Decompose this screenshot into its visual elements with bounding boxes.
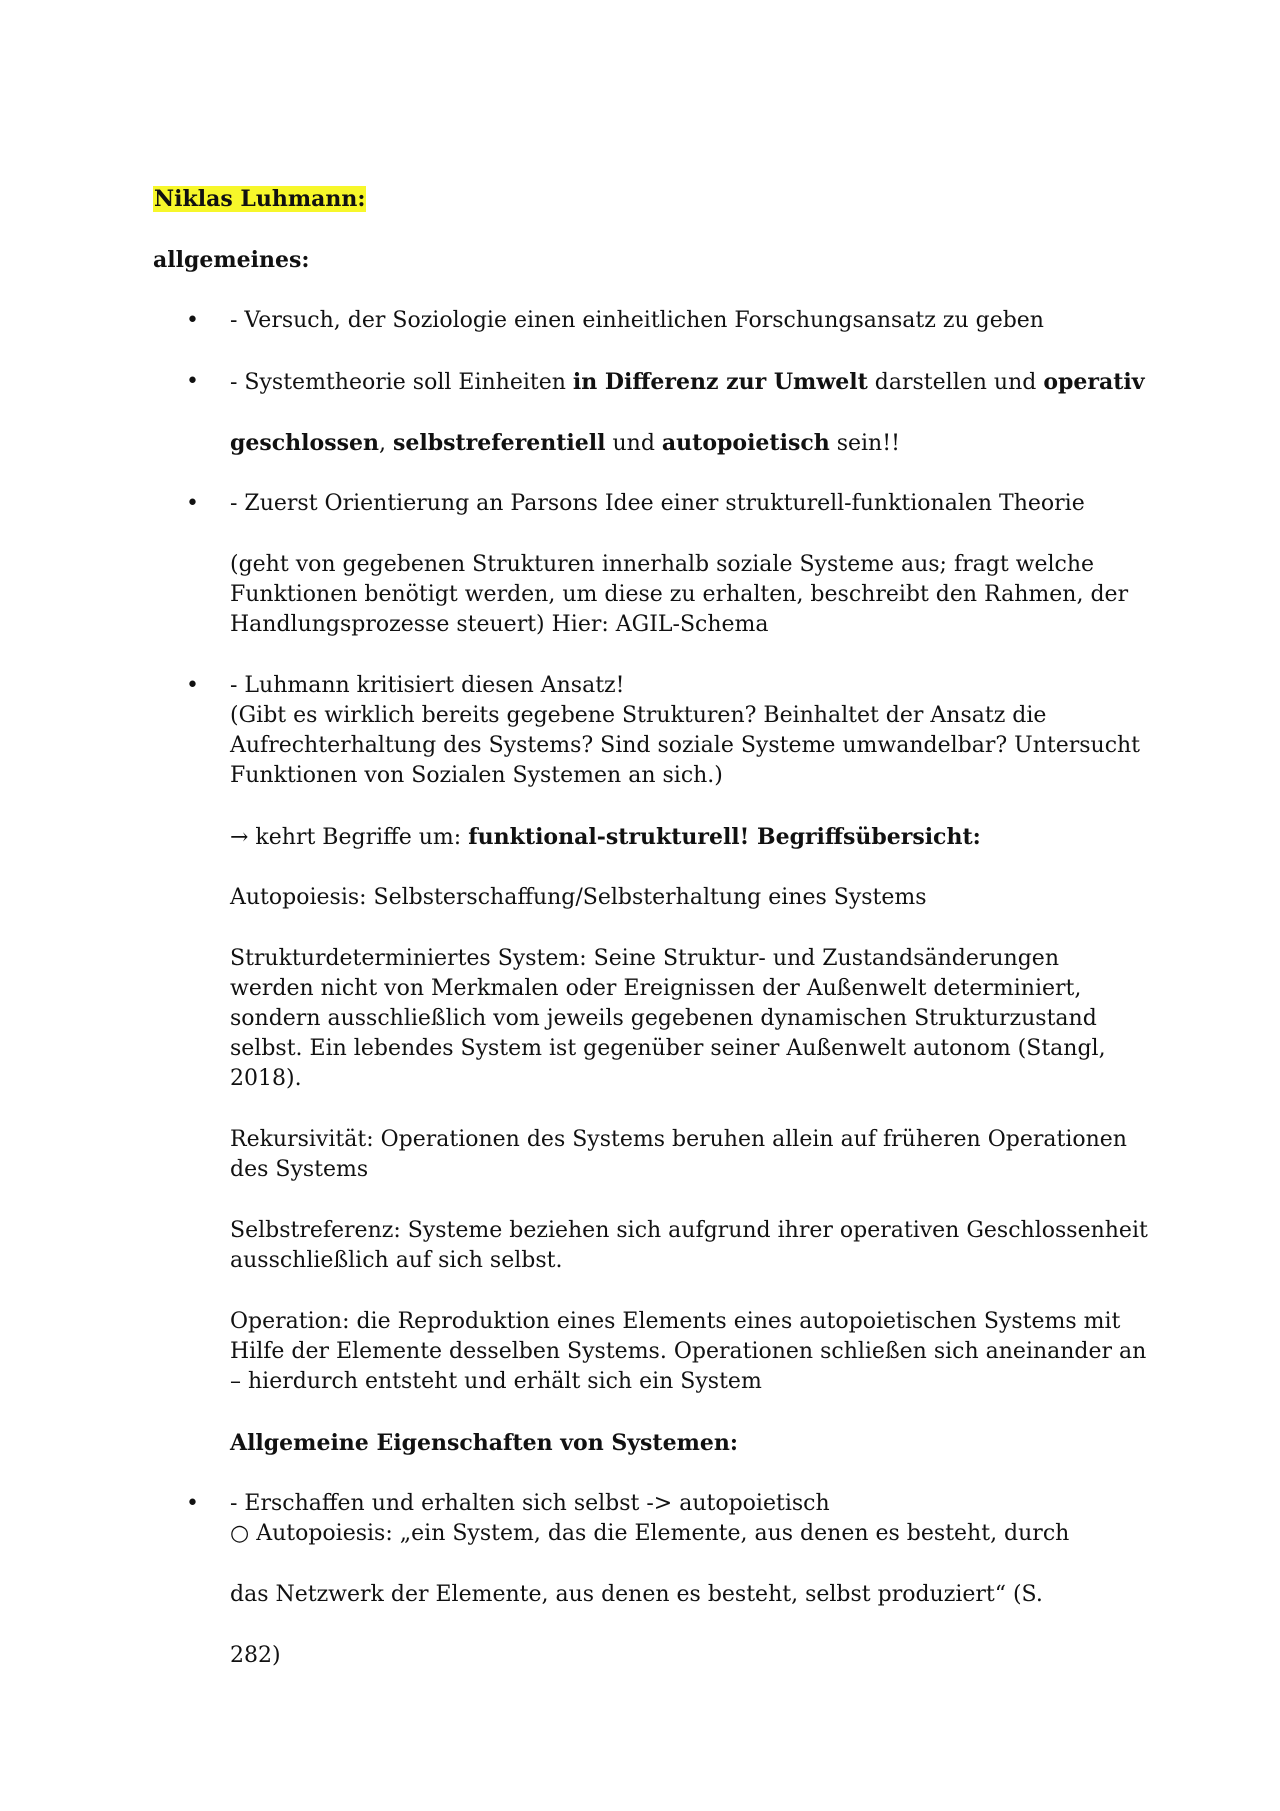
bullet-text: - Luhmann kritisiert diesen Ansatz! (230, 673, 625, 698)
bullet-dot: • (186, 491, 199, 516)
highlighted-title: Niklas Luhmann: (154, 186, 366, 212)
page-title (153, 184, 366, 214)
definition-line: – hierdurch entsteht und erhält sich ein System (230, 1369, 762, 1394)
paragraph-line: (Gibt es wirklich bereits gegebene Strukturen? Beinhaltet der Ansatz die (230, 703, 1047, 728)
sub-bullet-continued: das Netzwerk der Elemente, aus denen es besteht, selbst produziert“ (S. (230, 1582, 1043, 1607)
paragraph-line: Handlungsprozesse steuert) Hier: AGIL-Schema (230, 612, 769, 637)
definition-line: ausschließlich auf sich selbst. (230, 1248, 563, 1273)
definition-line: werden nicht von Merkmalen oder Ereignissen der Außenwelt determiniert, (230, 976, 1082, 1001)
bullet-text: - Erschaffen und erhalten sich selbst -> autopoietisch (230, 1491, 830, 1516)
sub-bullet-continued: 282) (230, 1643, 281, 1668)
bullet-text: - Zuerst Orientierung an Parsons Idee einer strukturell-funktionalen Theorie (230, 491, 1085, 516)
arrow-line: → kehrt Begriffe um: funktional-strukturell! Begriffsübersicht: (230, 824, 981, 850)
definition-line: 2018). (230, 1066, 302, 1091)
bullet-dot: • (186, 308, 199, 333)
definition-line: des Systems (230, 1157, 369, 1182)
definition-line: Operation: die Reproduktion eines Elements eines autopoietischen Systems mit (230, 1309, 1121, 1334)
bullet-dot: • (186, 1491, 199, 1516)
definition-line: sondern ausschließlich vom jeweils gegebenen dynamischen Strukturzustand (230, 1006, 1097, 1031)
section-heading: allgemeines: (153, 247, 310, 273)
definition-line: Selbstreferenz: Systeme beziehen sich aufgrund ihrer operativen Geschlossenheit (230, 1218, 1148, 1243)
paragraph-line: Funktionen benötigt werden, um diese zu erhalten, beschreibt den Rahmen, der (230, 582, 1129, 607)
definition-line: Strukturdeterminiertes System: Seine Struktur- und Zustandsänderungen (230, 946, 1059, 971)
bullet-dot: • (186, 673, 199, 698)
paragraph-line: Aufrechterhaltung des Systems? Sind soziale Systeme umwandelbar? Untersucht (230, 733, 1141, 758)
bullet-text-continued: geschlossen, selbstreferentiell und autopoietisch sein!! (230, 430, 900, 456)
paragraph-line: Funktionen von Sozialen Systemen an sich.) (230, 763, 723, 788)
paragraph-line: (geht von gegebenen Strukturen innerhalb soziale Systeme aus; fragt welche (230, 552, 1095, 577)
definition-line: Rekursivität: Operationen des Systems beruhen allein auf früheren Operationen (230, 1127, 1127, 1152)
definition-line: Hilfe der Elemente desselben Systems. Operationen schließen sich aneinander an (230, 1339, 1147, 1364)
bullet-text: - Systemtheorie soll Einheiten in Differenz zur Umwelt darstellen und operativ (230, 369, 1145, 395)
bullet-dot: • (186, 369, 199, 394)
definition-line: selbst. Ein lebendes System ist gegenüber seiner Außenwelt autonom (Stangl, (230, 1036, 1106, 1061)
definition-autopoiesis: Autopoiesis: Selbsterschaffung/Selbsterhaltung eines Systems (230, 885, 927, 910)
sub-bullet-text: ○ Autopoiesis: „ein System, das die Elemente, aus denen es besteht, durch (230, 1521, 1070, 1546)
section-heading-properties: Allgemeine Eigenschaften von Systemen: (230, 1430, 738, 1456)
bullet-text: - Versuch, der Soziologie einen einheitlichen Forschungsansatz zu geben (230, 308, 1044, 333)
